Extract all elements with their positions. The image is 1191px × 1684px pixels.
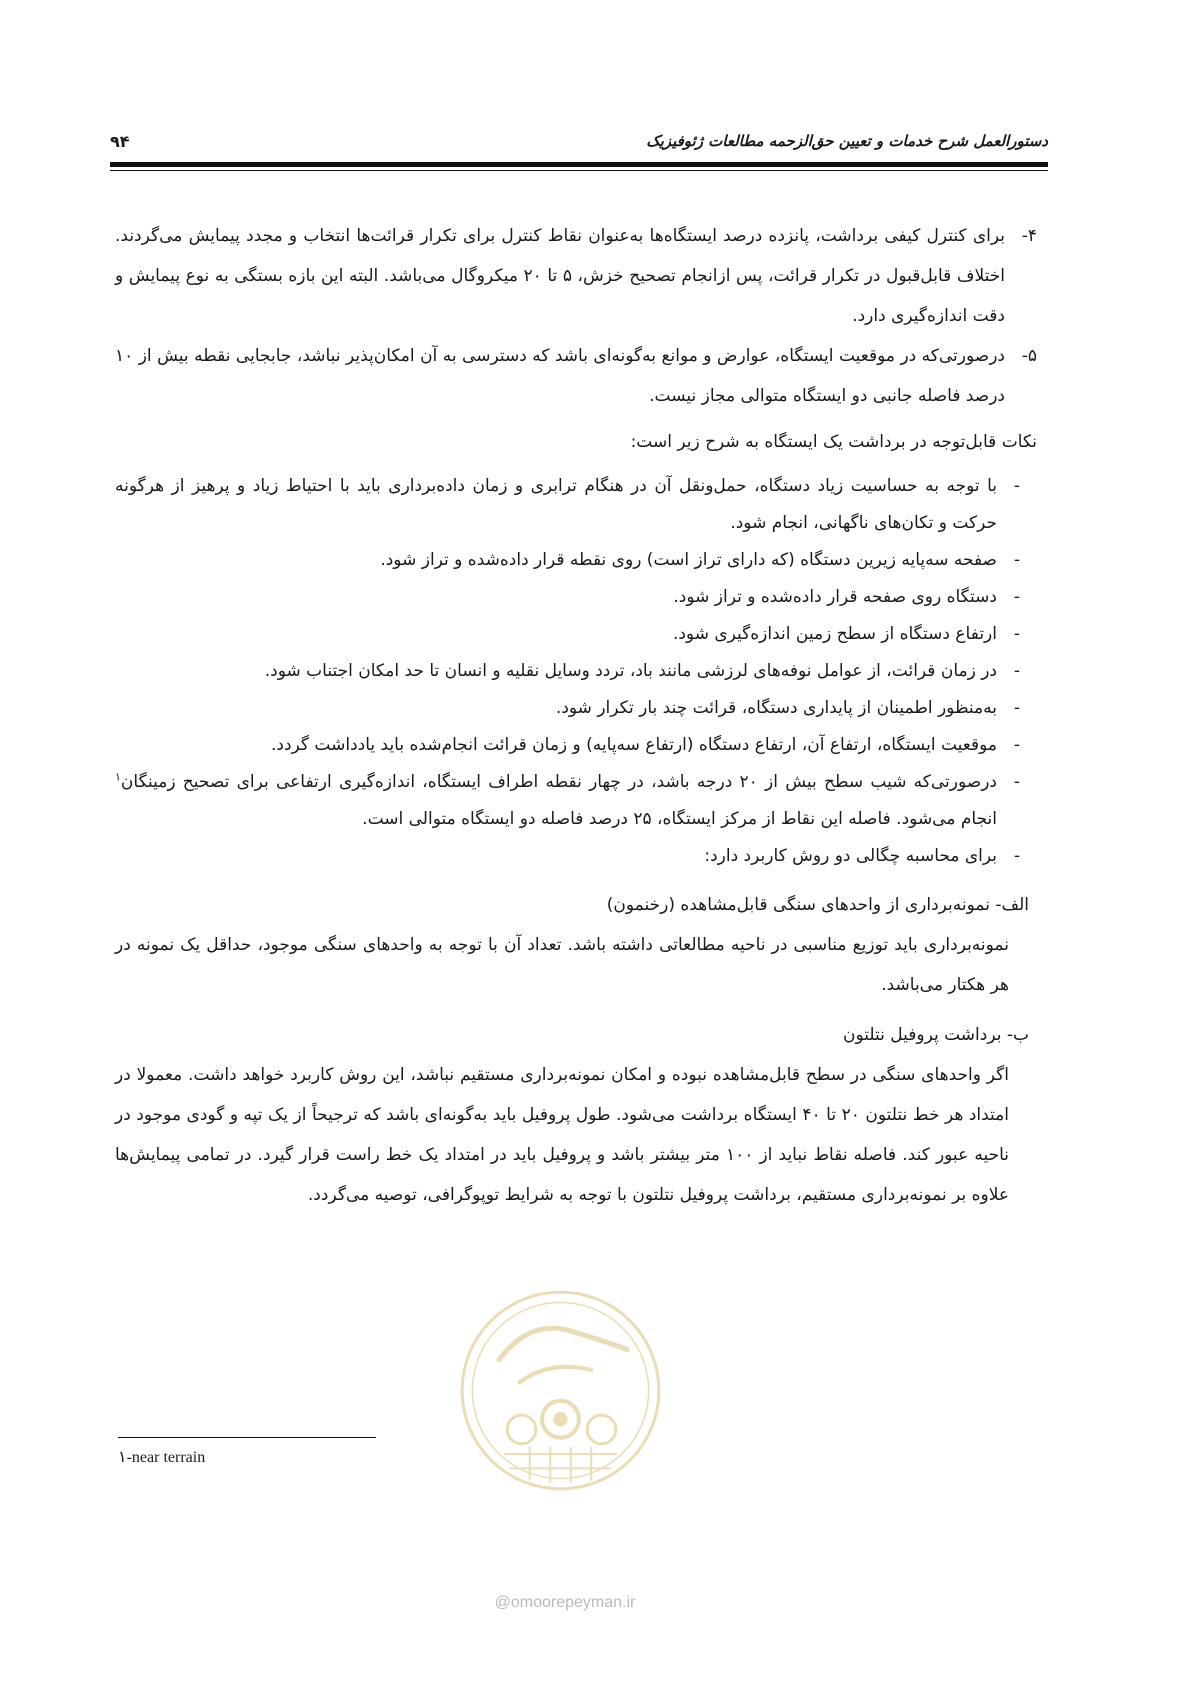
numbered-item: [115, 216, 1037, 336]
bullet-text: به‌منظور اطمینان از پایداری دستگاه، قرائت چند بار تکرار شود.: [555, 698, 997, 718]
bullet-item: - با توجه به حساسیت زیاد دستگاه، حمل‌ونقل آن در هنگام ترابری و زمان داده‌برداری باید با احتیاط زیاد و پرهیز از هرگونه حرکت و تکان‌های ناگهانی، انجام شود.: [115, 468, 1037, 542]
bullet-item: - موقعیت ایستگاه، ارتفاع آن، ارتفاع دستگاه (ارتفاع سه‌پایه) و زمان قرائت انجام‌شده باید یادداشت گردد.: [115, 727, 1037, 764]
bullet-text: دستگاه روی صفحه قرار داده‌شده و تراز شود.: [673, 587, 997, 607]
section-a-title: الف- نمونه‌برداری از واحدهای سنگی قابل‌مشاهده (رخنمون): [606, 895, 1029, 915]
footnote: ۱-near terrain: [118, 1449, 206, 1466]
header-title: دستورالعمل شرح خدمات و تعیین حق‌الزحمه مطالعات ژئوفیزیک: [646, 132, 1048, 150]
watermark-logo-icon: [458, 1288, 663, 1493]
section-a-body: نمونه‌برداری باید توزیع مناسبی در ناحیه مطالعاتی داشته باشد. تعداد آن با توجه به واحدهای سنگی موجود، حداقل یک نمونه در هر هکتار می‌باشد.: [115, 935, 1009, 995]
page-number: ۹۴: [110, 132, 130, 151]
bullet-text: برای محاسبه چگالی دو روش کاربرد دارد:: [704, 846, 997, 866]
bullet-text: [115, 764, 997, 838]
bullet-item: - به‌منظور اطمینان از پایداری دستگاه، قرائت چند بار تکرار شود.: [115, 690, 1037, 727]
item-text: درصورتی‌که در موقعیت ایستگاه، عوارض و موانع به‌گونه‌ای باشد که دسترسی به آن امکان‌پذیر نباشد، جابجایی نقطه بیش از ۱۰ درصد فاصله جانبی دو ایستگاه متوالی مجاز نیست.: [115, 346, 1005, 406]
bullet-text: ارتفاع دستگاه از سطح زمین اندازه‌گیری شود.: [672, 624, 997, 644]
bullet-item: - در زمان قرائت، از عوامل نوفه‌های لرزشی مانند باد، تردد وسایل نقلیه و انسان تا حد امکان اجتناب شود.: [115, 653, 1037, 690]
section-b-title: ب- برداشت پروفیل نتلتون: [842, 1025, 1029, 1045]
item-number: ۵-: [1021, 346, 1037, 366]
intro-paragraph: نکات قابل‌توجه در برداشت یک ایستگاه به شرح زیر است:: [630, 432, 1037, 452]
bullet-text: موقعیت ایستگاه، ارتفاع آن، ارتفاع دستگاه (ارتفاع سه‌پایه) و زمان قرائت انجام‌شده باید یادداشت گردد.: [270, 735, 997, 755]
footnote-ref[interactable]: ۱: [115, 770, 121, 784]
bullet-item: - درصورتی‌که شیب سطح بیش از ۲۰ درجه باشد، در چهار نقطه اطراف ایستگاه، اندازه‌گیری ارتفاعی برای تصحیح زمینگان$^۱$ انجام می‌شود. فاصله این نقاط از مرکز ایستگاه، ۲۵ درصد فاصله دو ایستگاه متوالی است.: [115, 764, 1037, 838]
page-header: [110, 128, 1048, 156]
bullet-list: [115, 468, 1037, 875]
footnote-rule: [118, 1437, 376, 1438]
bullet-text: در زمان قرائت، از عوامل نوفه‌های لرزشی مانند باد، تردد وسایل نقلیه و انسان تا حد امکان اجتناب شود.: [264, 661, 997, 681]
bullet-item: - صفحه سه‌پایه زیرین دستگاه (که دارای تراز است) روی نقطه قرار داده‌شده و تراز شود.: [115, 542, 1037, 579]
bullet-text-part: درصورتی‌که شیب سطح بیش از ۲۰ درجه باشد، در چهار نقطه اطراف ایستگاه، اندازه‌گیری ارتفاعی برای تصحیح زمینگان: [120, 772, 997, 792]
watermark-url[interactable]: @omoorepeyman.ir: [494, 1594, 636, 1611]
numbered-item: [115, 336, 1037, 416]
section-b: [115, 1015, 1037, 1215]
section-b-body: اگر واحدهای سنگی در سطح قابل‌مشاهده نبوده و امکان نمونه‌برداری مستقیم نباشد، این روش کاربرد خواهد داشت. معمولا در امتداد هر خط نتلتون ۲۰ تا ۴۰ ایستگاه برداشت می‌شود. طول پروفیل باید به‌گونه‌ای باشد که ترجیحاً از یک تپه و گودی موجود در ناحیه عبور کند. فاصله نقاط نباید از ۱۰۰ متر بیشتر باشد و پروفیل باید در امتداد یک خط راست قرار گیرد. در تمامی پیمایش‌ها علاوه بر نمونه‌برداری مستقیم، برداشت پروفیل نتلتون با توجه به شرایط توپوگرافی، توصیه می‌گردد.: [115, 1065, 1010, 1205]
bullet-item: - ارتفاع دستگاه از سطح زمین اندازه‌گیری شود.: [115, 616, 1037, 653]
bullet-item: - دستگاه روی صفحه قرار داده‌شده و تراز شود.: [115, 579, 1037, 616]
header-rule-thin: [110, 170, 1048, 171]
bullet-text: صفحه سه‌پایه زیرین دستگاه (که دارای تراز است) روی نقطه قرار داده‌شده و تراز شود.: [380, 550, 997, 570]
bullet-item: - برای محاسبه چگالی دو روش کاربرد دارد:: [115, 838, 1037, 875]
bullet-text: با توجه به حساسیت زیاد دستگاه، حمل‌ونقل آن در هنگام ترابری و زمان داده‌برداری باید با احتیاط زیاد و پرهیز از هرگونه حرکت و تکان‌های ناگهانی، انجام شود.: [115, 476, 997, 533]
item-number: ۴-: [1021, 226, 1037, 246]
section-a: [115, 885, 1037, 1005]
body-content: [115, 216, 1037, 1215]
header-rule-thick: [110, 162, 1048, 167]
item-text: برای کنترل کیفی برداشت، پانزده درصد ایستگاه‌ها به‌عنوان نقاط کنترل برای تکرار قرائت‌ها انتخاب و مجدد پیمایش می‌گردند. اختلاف قابل‌قبول در تکرار قرائت، پس ازانجام تصحیح خزش، ۵ تا ۲۰ میکروگال می‌باشد. البته این بازه بستگی به نوع پیمایش و دقت اندازه‌گیری دارد.: [115, 226, 1006, 326]
bullet-text-part: انجام می‌شود. فاصله این نقاط از مرکز ایستگاه، ۲۵ درصد فاصله دو ایستگاه متوالی است.: [362, 809, 997, 829]
